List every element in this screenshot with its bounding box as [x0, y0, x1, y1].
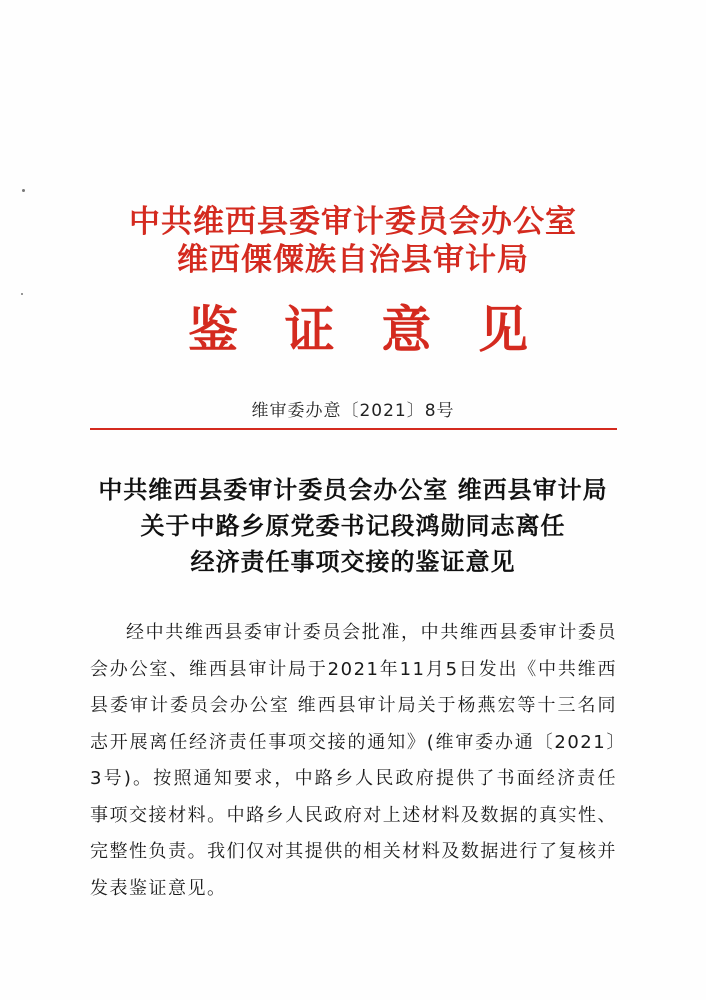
document-title-line-1: 中共维西县委审计委员会办公室 维西县审计局 [98, 475, 608, 504]
body-paragraph: 经中共维西县委审计委员会批准，中共维西县委审计委员会办公室、维西县审计局于2021年11月5日发出《中共维西县委审计委员会办公室 维西县审计局关于杨燕宏等十三名同志开展离任经济责任事项交接的通知》(维审委办通〔2021〕3号)。按照通知要求，中路乡人民政府提供了书面经济责任事项交接材料。中路乡人民政府对上述材料及数据的真实性、完整性负责。我们仅对其提供的相关材料及数据进行了复核并发表鉴证意见。 [90, 622, 617, 899]
scan-speck [21, 293, 23, 295]
document-title-line-3: 经济责任事项交接的鉴证意见 [190, 547, 516, 576]
scan-speck [22, 189, 25, 192]
document-number: 维审委办意〔2021〕8号 [251, 401, 455, 421]
red-divider-line [90, 428, 617, 430]
issuing-org-line-2: 维西傈僳族自治县审计局 [177, 242, 529, 278]
document-type-char: 鉴 [188, 300, 238, 359]
document-type-char: 意 [381, 300, 432, 359]
document-title-line-2: 关于中路乡原党委书记段鸿勋同志离任 [140, 511, 566, 540]
document-type-char: 证 [284, 300, 335, 359]
document-type-heading [188, 290, 528, 362]
document-type-char: 见 [477, 300, 528, 359]
issuing-org-line-1: 中共维西县委审计委员会办公室 [129, 204, 577, 240]
